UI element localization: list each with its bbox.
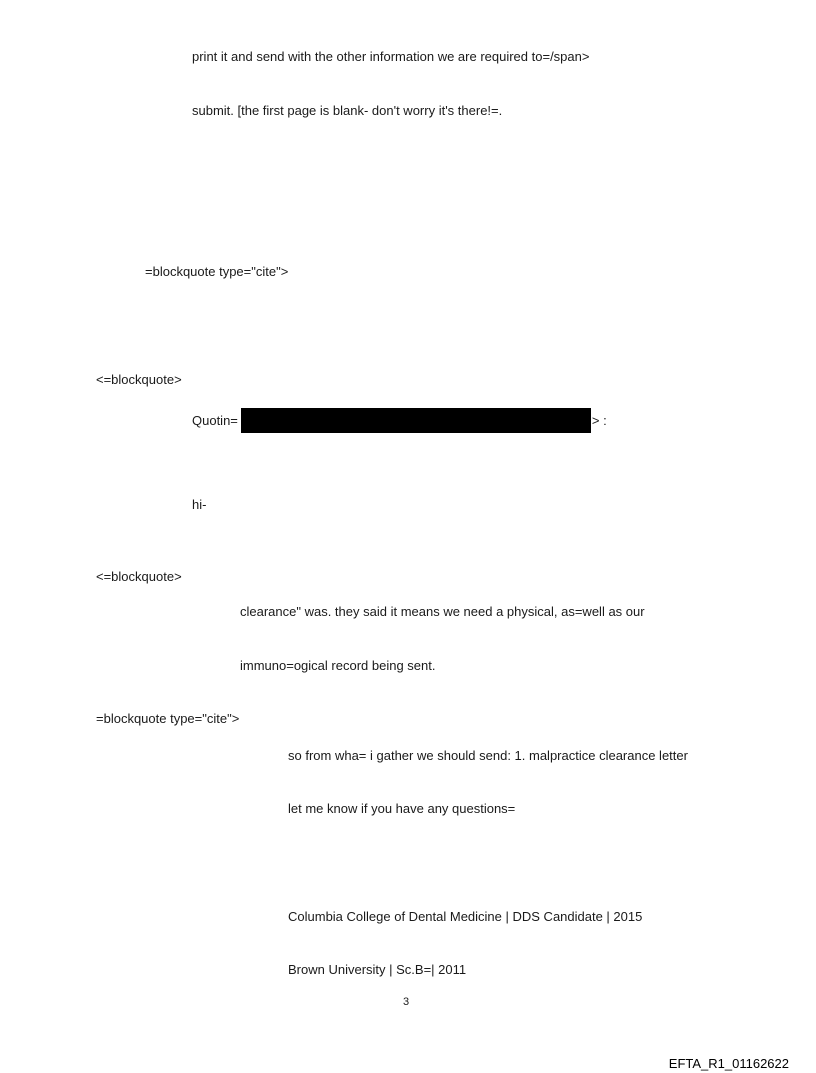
body-line: print it and send with the other information we are required to=/span> (192, 49, 590, 64)
page-number: 3 (403, 996, 410, 1008)
quoting-label: Quotin= (192, 413, 238, 428)
body-line: so from wha= i gather we should send: 1. malpractice clearance letter (288, 748, 688, 763)
body-line: immuno=ogical record being sent. (240, 658, 436, 673)
body-line: clearance" was. they said it means we need a physical, as=well as our (240, 604, 645, 619)
body-line: let me know if you have any questions= (288, 801, 516, 816)
body-line: <=blockquote> (96, 569, 182, 584)
body-line: hi- (192, 497, 207, 512)
signature-line: Columbia College of Dental Medicine | DDS Candidate | 2015 (288, 909, 643, 924)
body-line: <=blockquote> (96, 372, 182, 387)
body-line: =blockquote type="cite"> (96, 711, 240, 726)
quoting-suffix: > : (591, 413, 607, 428)
signature-line: Brown University | Sc.B=| 2011 (288, 962, 467, 977)
body-line: =blockquote type="cite"> (145, 264, 289, 279)
body-line: submit. [the first page is blank- don't worry it's there!=. (192, 103, 503, 118)
quoting-line (192, 408, 607, 433)
redaction-bar (241, 408, 591, 433)
bates-number: EFTA_R1_01162622 (668, 1056, 789, 1071)
